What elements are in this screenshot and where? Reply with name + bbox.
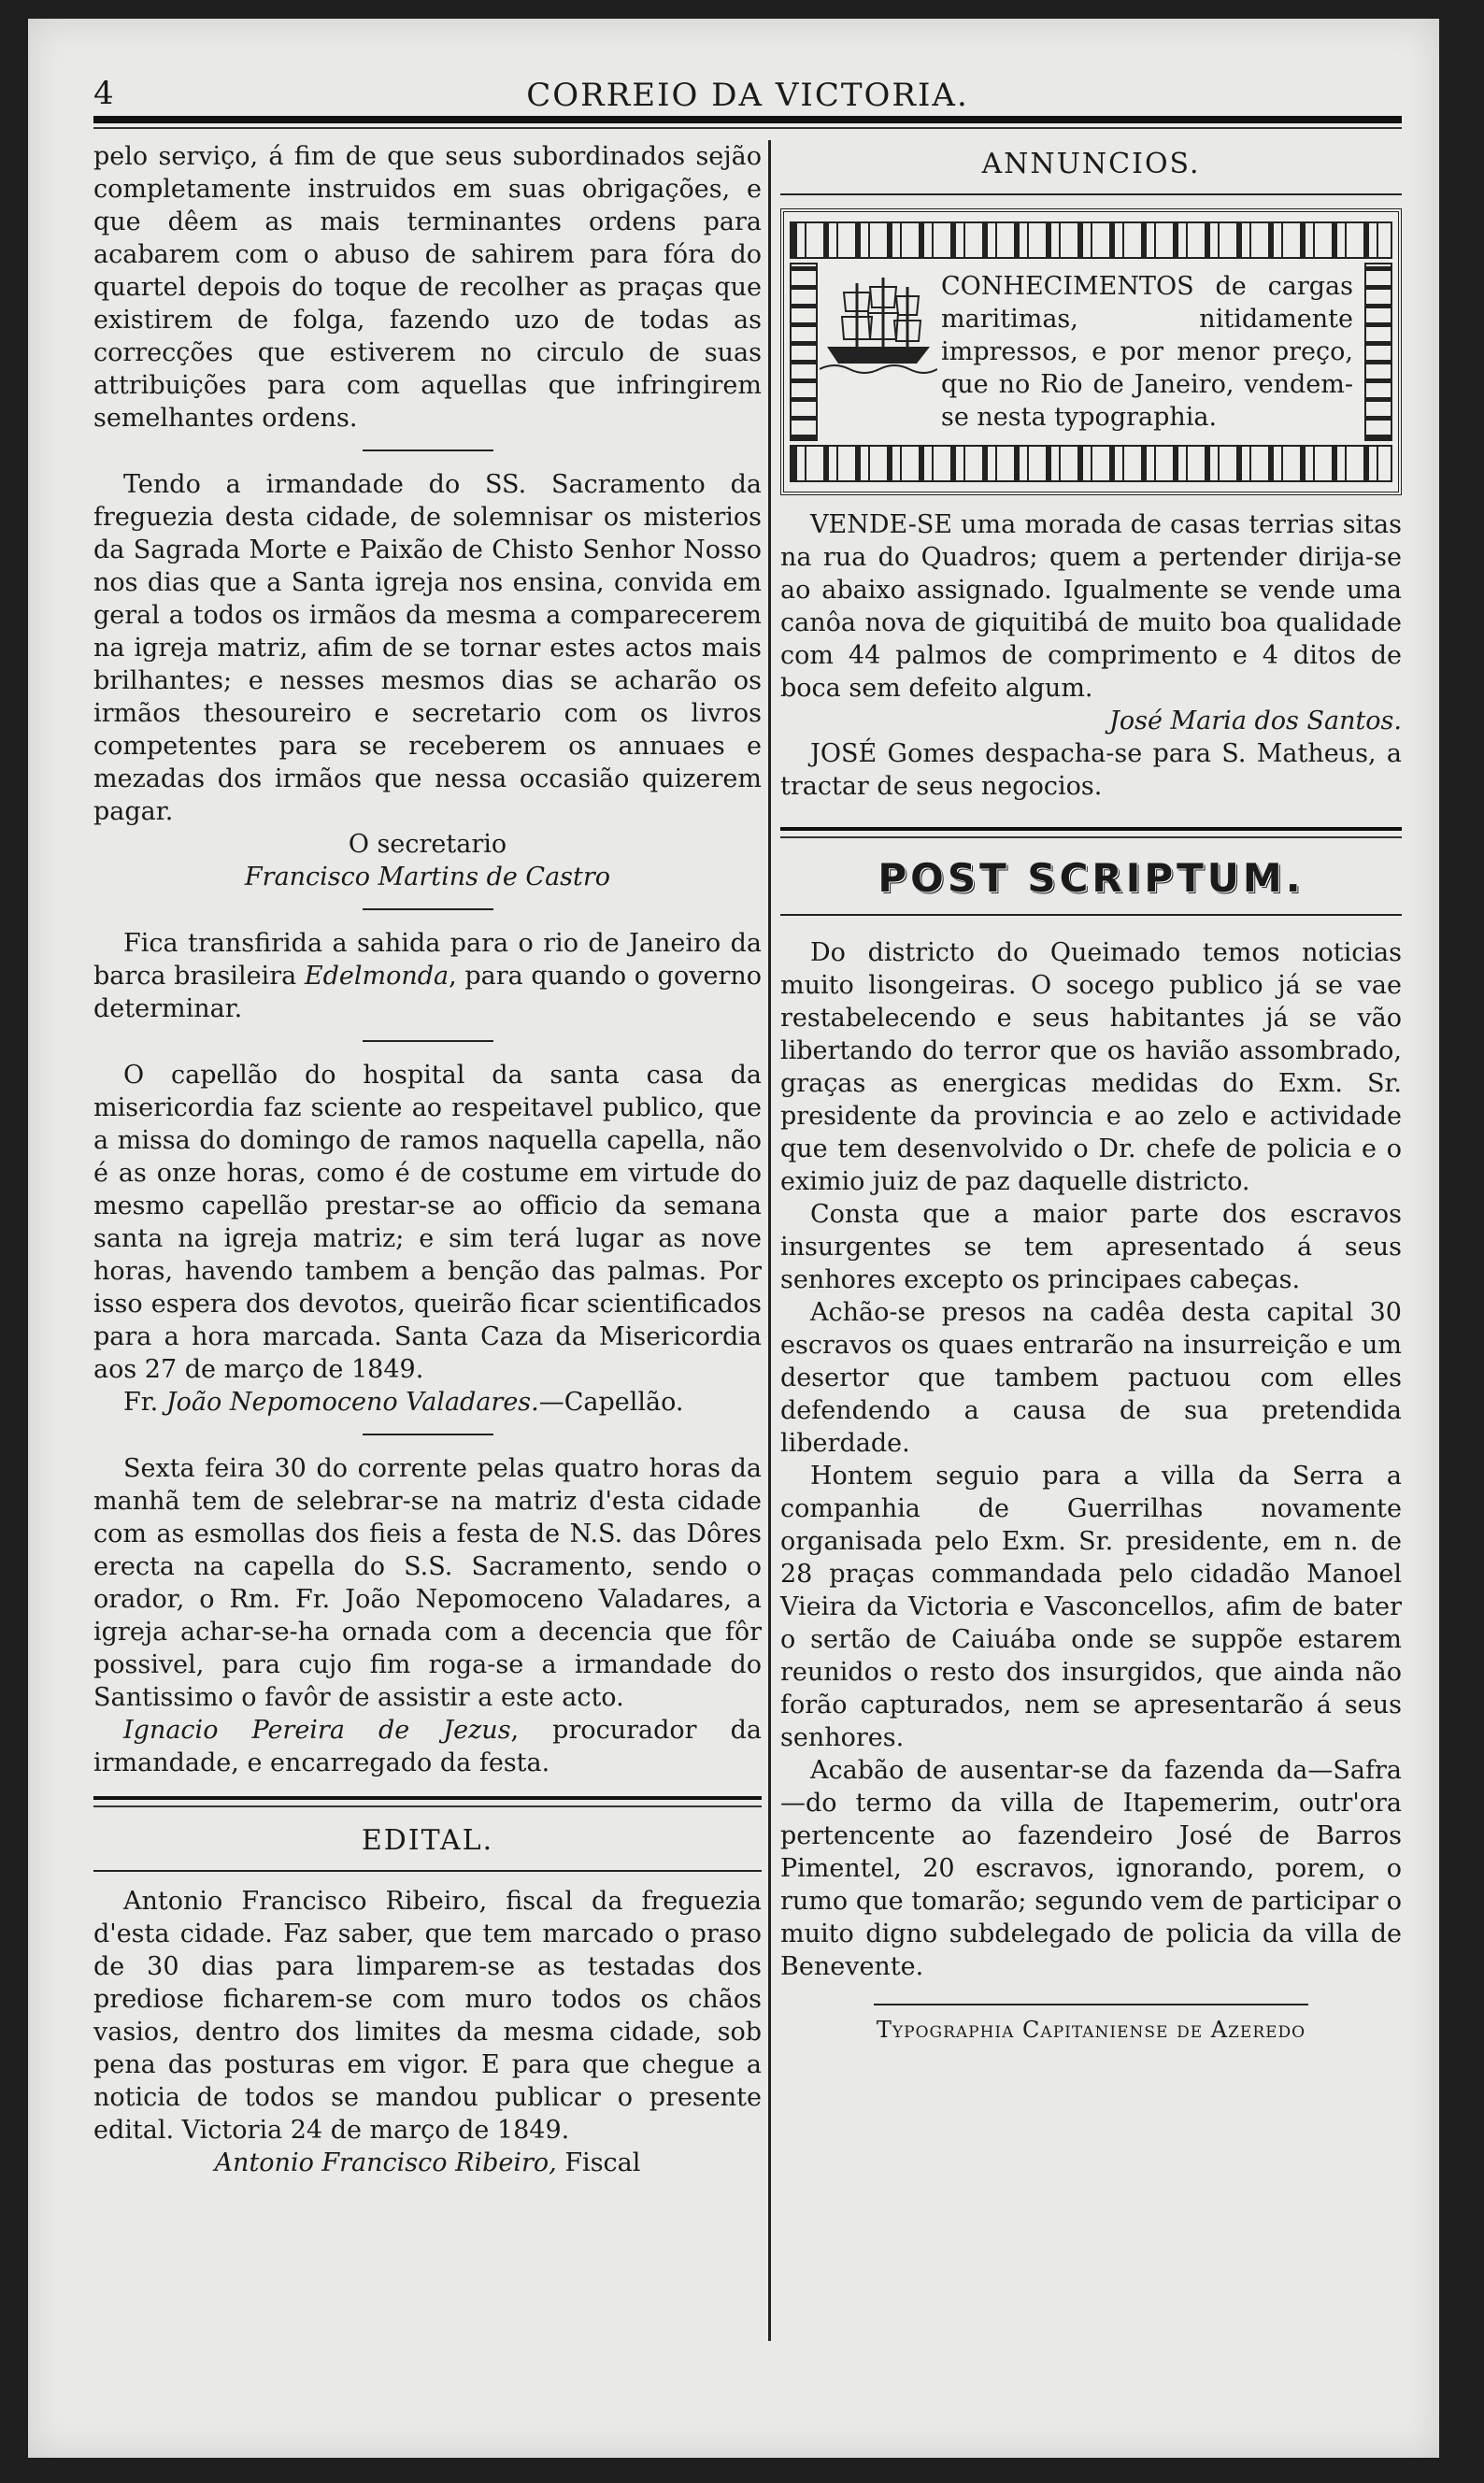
- ornament-border-bottom: [790, 445, 1392, 482]
- article-capellao: O capellão do hospital da santa casa da misericordia faz sciente ao respeitavel publico, que a missa do domingo de ramos naquella capella, não é as onze horas, como é de costume em virtude do mesmo capellão prestar-se ao officio da semana santa na igreja matriz; e sim terá lugar as nove horas, havendo tambem a benção das palmas. Por isso espera dos devotos, queirão ficar scientificados para a hora marcada. Santa Caza da Misericordia aos 27 de março de 1849.: [93, 1061, 762, 1384]
- ad-content: [801, 270, 1381, 434]
- signature-role: O secretario: [348, 830, 507, 859]
- sign-role: —Capellão.: [538, 1388, 684, 1417]
- separator: [363, 908, 493, 910]
- ad-conhecimentos: CONHECIMENTOS de cargas maritimas, nitidamente impressos, e por menor preço, que no Rio de Janeiro, vendem-se nesta typographia.: [941, 272, 1353, 432]
- festa-signature: [93, 1714, 762, 1779]
- capellao-signature: [93, 1386, 762, 1419]
- separator: [363, 1434, 493, 1435]
- ornamental-ad-box: [780, 208, 1402, 495]
- heading-rule: [93, 1870, 762, 1872]
- sign-name: Antonio Francisco Ribeiro,: [214, 2148, 557, 2177]
- barca-text: Fica transfirida a sahida para o rio de Janeiro da barca brasileira: [93, 929, 762, 991]
- ad-vende-se: VENDE-SE uma morada de casas terrias sitas na rua do Quadros; quem a pertender dirija-se ao abaixo assignado. Igualmente se vende uma canôa nova de giquitibá de muito boa qualidade com 44 palmos de comprimento e 4 ditos de boca sem defeito algum.: [780, 510, 1402, 703]
- separator: [363, 1040, 493, 1042]
- sign-name: João Nepomoceno Valadares.: [165, 1388, 539, 1417]
- printer-imprint: Typographia Capitaniense de Azeredo: [876, 2017, 1306, 2043]
- sign-name: Ignacio Pereira de Jezus: [123, 1716, 511, 1745]
- article-continuation: pelo serviço, á fim de que seus subordinados sejão completamente instruidos em suas obrigações, e que dêem as mais terminantes ordens para acabarem com o abuso de sahirem para fóra do quartel depois do toque de recolher as praças que existirem de folga, fazendo uzo de todas as correcções que estiverem no circulo de suas attribuições para com aquellas que infringirem semelhantes ordens.: [93, 142, 762, 433]
- news-escravos: Consta que a maior parte dos escravos insurgentes se tem apresentado á seus senhores excepto os principaes cabeças.: [780, 1200, 1402, 1294]
- heading-rule: [780, 914, 1402, 916]
- ship-icon: [820, 274, 937, 377]
- column-divider: [768, 140, 771, 2341]
- ornament-border-top: [790, 221, 1392, 259]
- header-rule-thin: [93, 127, 1402, 129]
- signature-name: Francisco Martins de Castro: [244, 863, 611, 892]
- footer-rule: [874, 2004, 1309, 2005]
- left-column: [93, 140, 762, 2179]
- section-rule: [93, 1796, 762, 1807]
- news-queimado: Do districto do Queimado temos noticias muito lisongeiras. O socego publico já se vae restabelecendo e seus habitantes já se vão libertando do terror que os havião assombrado, graças as energicas medidas do Exm. Sr. presidente da provincia e ao zelo e actividade que tem desenvolvido o Dr. chefe de policia e o eximio juiz de paz daquelle districto.: [780, 938, 1402, 1196]
- header-rule: [93, 116, 1402, 123]
- heading-rule: [780, 193, 1402, 195]
- article-barca: [93, 927, 762, 1025]
- article-irmandade: Tendo a irmandade do SS. Sacramento da freguezia desta cidade, de solemnisar os misterios da Sagrada Morte e Paixão de Chisto Senhor Nosso nos dias que a Santa igreja nos ensina, convida em geral a todos os irmãos da mesma a comparecerem na igreja matriz, afim de se tornar estes actos mais brilhantes; e nesses mesmos dias se acharão os irmãos thesoureiro e secretario com os livros competentes para se receberem os annuaes e mezadas dos irmãos que nessa occasião quizerem pagar.: [93, 470, 762, 826]
- news-presos: Achão-se presos na cadêa desta capital 30 escravos os quaes entrarão na insurreição e um desertor que tambem pactuou com elles defendendo a causa de sua pretendida liberdade.: [780, 1298, 1402, 1458]
- edital-signature: [93, 2147, 762, 2179]
- right-column: [780, 140, 1402, 2043]
- news-safra: Acabão de ausentar-se da fazenda da—Safra—do termo da villa de Itapemerim, outr'ora pertencente ao fazendeiro José de Barros Pimentel, 20 escravos, ignorando, porem, o rumo que tomarão; segundo vem de participar o muito digno subdelegado de policia da villa de Benevente.: [780, 1756, 1402, 1981]
- ad-jose-gomes: JOSÉ Gomes despacha-se para S. Matheus, a tractar de seus negocios.: [780, 739, 1402, 801]
- page-number: 4: [93, 75, 114, 112]
- article-festa: Sexta feira 30 do corrente pelas quatro horas da manhã tem de selebrar-se na matriz d'esta cidade com as esmollas dos fieis a festa de N.S. das Dôres erecta na capella do S.S. Sacramento, sendo o orador, o Rm. Fr. João Nepomoceno Valadares, a igreja achar-se-ha ornada com a decencia que fôr possivel, para cujo fim roga-se a irmandade do Santissimo o favôr de assistir a este acto.: [93, 1454, 762, 1712]
- ship-name: Edelmonda: [304, 962, 449, 991]
- masthead: [93, 58, 1402, 114]
- newspaper-title: CORREIO DA VICTORIA.: [526, 77, 969, 114]
- sign-role: Fiscal: [564, 2148, 641, 2177]
- barca-text-end: , para quando o governo determinar.: [93, 962, 762, 1023]
- annuncios-heading: ANNUNCIOS.: [981, 148, 1201, 180]
- sign-rest: , procurador da irmandade, e encarregado da festa.: [93, 1716, 762, 1777]
- newspaper-page: [28, 19, 1439, 2458]
- separator: [363, 450, 493, 451]
- edital-text: Antonio Francisco Ribeiro, fiscal da freguezia d'esta cidade. Faz saber, que tem marcado o praso de 30 dias para limparem-se as testadas dos prediose ficharem-se com muro todos os chãos vasios, dentro dos limites da mesma cidade, sob pena das posturas em vigor. E para que chegue a noticia de todos se mandou publicar o presente edital. Victoria 24 de março de 1849.: [93, 1887, 762, 2145]
- ad-signature: José Maria dos Santos.: [1109, 706, 1402, 735]
- sign-prefix: Fr.: [123, 1388, 166, 1417]
- edital-heading: EDITAL.: [361, 1824, 494, 1857]
- post-scriptum-heading: POST SCRIPTUM.: [878, 855, 1305, 901]
- section-rule: [780, 827, 1402, 838]
- news-guerrilhas: Hontem seguio para a villa da Serra a companhia de Guerrilhas novamente organisada pelo Exm. Sr. presidente, em n. de 28 praças commandada pelo cidadão Manoel Vieira da Victoria e Vasconcellos, afim de bater o sertão de Caiuába onde se suppõe estarem reunidos o resto dos insurgidos, que ainda não forão capturados, nem se apresentarão á seus senhores.: [780, 1462, 1402, 1752]
